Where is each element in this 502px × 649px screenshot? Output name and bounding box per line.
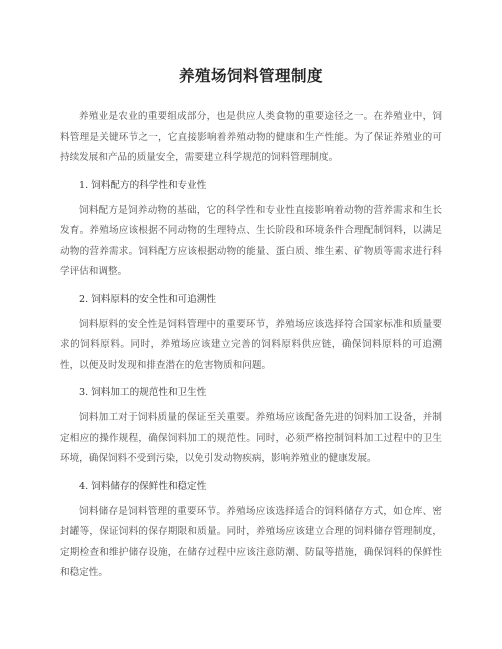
section-heading: 1. 饲料配方的科学性和专业性	[79, 179, 207, 191]
document-title: 养殖场饲料管理制度	[178, 67, 323, 85]
section-body: 饲料储存是饲料管理的重要环节。养殖场应该选择适合的饲料储存方式，如仓库、密封罐等，保证饲料的保存期限和质量。同时，养殖场应该建立合理的饲料储存管理制度，定期检查和维护储存设施，在储存过程中应该注意防潮、防鼠等措施，确保饲料的保鲜性和稳定性。	[60, 505, 442, 578]
section-2	[60, 290, 442, 377]
intro-paragraph: 养殖业是农业的重要组成部分，也是供应人类食物的重要途径之一。在养殖业中，饲料管理是关键环节之一，它直接影响着养殖动物的健康和生产性能。为了保证养殖业的可持续发展和产品的质量安全，需要建立科学规范的饲料管理制度。	[60, 111, 442, 163]
section-1	[60, 176, 442, 283]
section-4	[60, 477, 442, 584]
section-heading: 4. 饲料储存的保鲜性和稳定性	[79, 480, 207, 492]
section-body: 饲料配方是饲养动物的基础，它的科学性和专业性直接影响着动物的营养需求和生长发育。养殖场应该根据不同动物的生理特点、生长阶段和环境条件合理配制饲料，以满足动物的营养需求。饲料配方应该根据动物的能量、蛋白质、维生素、矿物质等需求进行科学评估和调整。	[60, 204, 442, 277]
section-body: 饲料原料的安全性是饲料管理中的重要环节，养殖场应该选择符合国家标准和质量要求的饲料原料。同时，养殖场应该建立完善的饲料原料供应链，确保饲料原料的可追溯性，以便及时发现和排查潜在的危害物质和问题。	[60, 318, 442, 371]
section-heading: 2. 饲料原料的安全性和可追溯性	[79, 293, 216, 305]
section-body: 饲料加工对于饲料质量的保证至关重要。养殖场应该配备先进的饲料加工设备，并制定相应的操作规程，确保饲料加工的规范性。同时，必须严格控制饲料加工过程中的卫生环境，确保饲料不受到污染，以免引发动物疾病，影响养殖业的健康发展。	[60, 412, 442, 464]
section-heading: 3. 饲料加工的规范性和卫生性	[79, 387, 207, 398]
section-3	[60, 383, 442, 470]
